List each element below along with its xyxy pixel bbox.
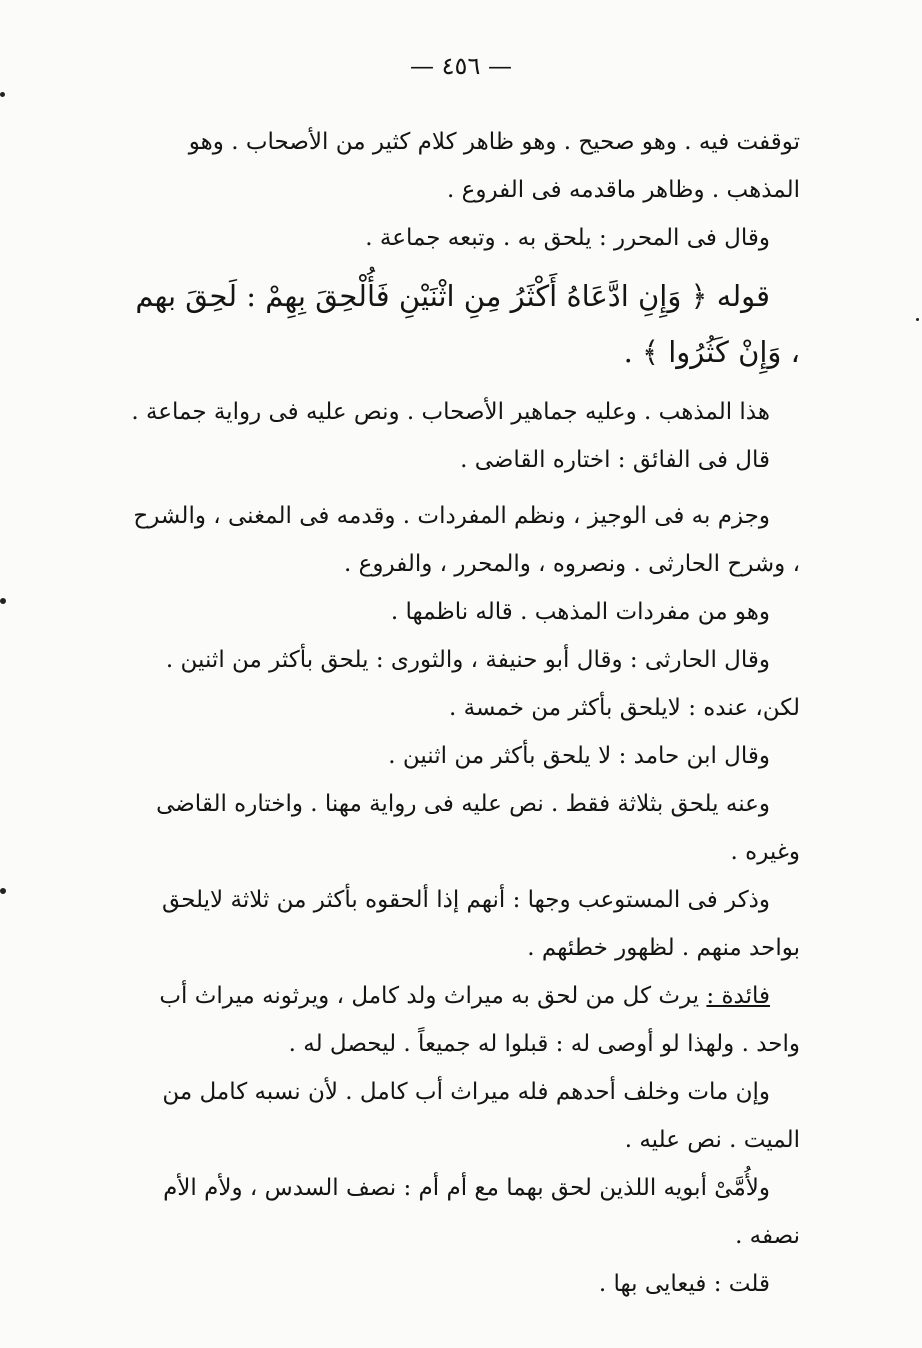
paragraph-faiq: قال فى الفائق : اختاره القاضى . bbox=[460, 447, 770, 473]
paragraph-qultu: قلت : فيعايى بها . bbox=[598, 1271, 770, 1297]
paragraph-continuation: توقفت فيه . وهو صحيح . وهو ظاهر كلام كثير من الأصحاب . وهو المذهب . وظاهر ماقدمه فى الفروع . bbox=[188, 129, 800, 203]
quoted-matn: ﴿ وَإِنِ ادَّعَاهُ أَكْثَرُ مِنِ اثْنَيْنِ فَأُلْحِقَ بِهِمْ : لَحِقَ بهم ، وَإِنْ كَثُرُوا ﴾ . bbox=[135, 279, 800, 369]
scan-speck bbox=[916, 318, 919, 321]
paragraph-ibn-hamid: وقال ابن حامد : لا يلحق بأكثر من اثنين . bbox=[388, 743, 770, 769]
paragraph-faida bbox=[128, 972, 800, 1068]
page-body bbox=[128, 118, 800, 1308]
paragraph-inheritance: وإن مات وخلف أحدهم فله ميراث أب كامل . لأن نسبه كامل من الميت . نص عليه . bbox=[162, 1079, 800, 1153]
paragraph-quoted-text bbox=[128, 268, 800, 380]
paragraph-muharrar: وقال فى المحرر : يلحق به . وتبعه جماعة . bbox=[365, 225, 770, 251]
paragraph-muhanna: وعنه يلحق بثلاثة فقط . نص عليه فى رواية مهنا . واختاره القاضى وغيره . bbox=[156, 791, 800, 865]
faida-text: يرث كل من لحق به ميراث ولد كامل ، ويرثونه ميراث أب واحد . ولهذا لو أوصى له : قبلوا له جميعاً . ليحصل له . bbox=[159, 983, 800, 1057]
paragraph-grandmothers: ولأُمَّىْ أبويه اللذين لحق بهما مع أم أم : نصف السدس ، ولأم الأم نصفه . bbox=[163, 1175, 800, 1249]
scan-speck bbox=[0, 888, 6, 894]
paragraph-madhhab: هذا المذهب . وعليه جماهير الأصحاب . ونص عليه فى رواية جماعة . bbox=[131, 399, 770, 425]
page-number: — ٤٥٦ — bbox=[410, 52, 512, 80]
scan-speck bbox=[0, 92, 5, 97]
paragraph-harithi: وقال الحارثى : وقال أبو حنيفة ، والثورى : يلحق بأكثر من اثنين . لكن، عنده : لايلحق بأكثر من خمسة . bbox=[165, 647, 800, 721]
scan-speck bbox=[0, 598, 6, 604]
paragraph-wajiz: وجزم به فى الوجيز ، ونظم المفردات . وقدمه فى المغنى ، والشرح ، وشرح الحارثى . ونصروه ، والمحرر ، والفروع . bbox=[133, 503, 800, 577]
quote-prefix: قوله bbox=[716, 279, 770, 313]
faida-label: فائدة : bbox=[706, 983, 770, 1009]
paragraph-mustawib: وذكر فى المستوعب وجها : أنهم إذا ألحقوه بأكثر من ثلاثة لايلحق بواحد منهم . لظهور خطئهم . bbox=[162, 887, 800, 961]
paragraph-mufradat: وهو من مفردات المذهب . قاله ناظمها . bbox=[390, 599, 770, 625]
